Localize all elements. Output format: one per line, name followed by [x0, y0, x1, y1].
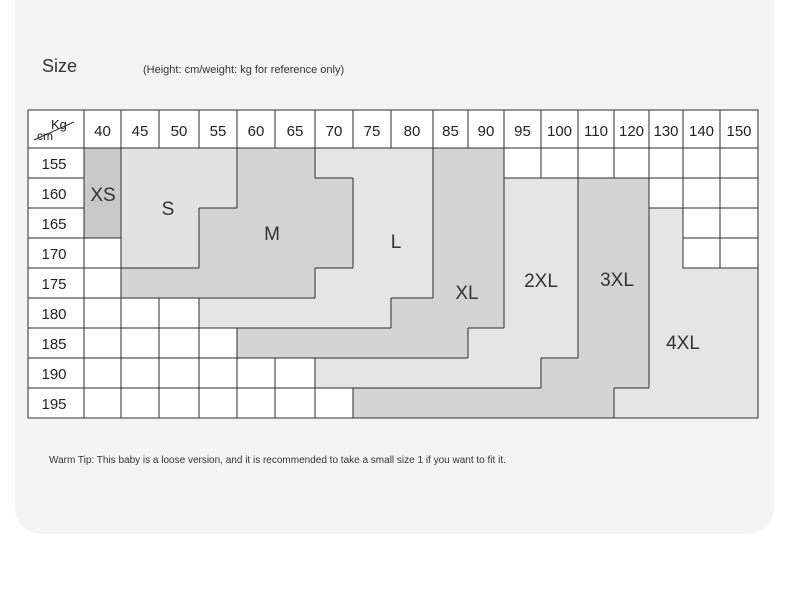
weight-label: 40	[94, 123, 111, 140]
size-zone-m	[199, 208, 315, 268]
weight-label: 90	[477, 123, 495, 140]
size-label-xs: XS	[90, 185, 116, 206]
size-zone-m	[237, 148, 315, 208]
height-label: 185	[41, 336, 67, 353]
size-zone-3xl	[541, 358, 649, 388]
size-label-l: L	[390, 232, 402, 253]
size-zone-s	[121, 148, 237, 208]
warm-tip: Warm Tip: This baby is a loose version, and it is recommended to take a small size 1 if you want to fit it.	[49, 455, 506, 466]
size-label-m: M	[264, 224, 280, 245]
weight-label: 45	[131, 123, 149, 140]
weight-label: 85	[442, 123, 459, 140]
weight-label: 50	[170, 123, 188, 140]
size-zone-4xl	[649, 208, 683, 418]
size-label-3xl: 3XL	[600, 270, 634, 291]
height-label: 175	[41, 276, 67, 293]
size-zone-l	[353, 178, 433, 268]
size-label-2xl: 2XL	[524, 271, 558, 292]
weight-label: 120	[618, 123, 645, 140]
size-label-xl: XL	[455, 283, 479, 304]
weight-label: 95	[514, 123, 531, 140]
weight-label: 70	[325, 123, 343, 140]
corner-height-unit: cm	[37, 129, 53, 143]
reference-note: (Height: cm/weight: kg for reference only)	[143, 64, 345, 76]
size-zone-l	[315, 268, 433, 298]
height-label: 190	[41, 366, 67, 383]
size-zone-s	[121, 208, 199, 268]
weight-label: 65	[286, 123, 304, 140]
size-zone-xl	[391, 298, 504, 328]
weight-label: 75	[363, 123, 381, 140]
weight-label: 80	[403, 123, 421, 140]
size-zone-4xl	[614, 388, 649, 418]
weight-label: 130	[653, 123, 679, 140]
size-zone-2xl	[315, 358, 541, 388]
height-label: 195	[41, 396, 67, 413]
height-label: 160	[41, 186, 67, 203]
weight-label: 150	[726, 123, 752, 140]
height-label: 180	[41, 306, 67, 323]
weight-label: 60	[247, 123, 265, 140]
size-zone-m	[315, 178, 353, 268]
size-zone-xl	[237, 328, 468, 358]
weight-label: 110	[584, 123, 608, 140]
height-label: 165	[41, 216, 67, 233]
weight-label: 100	[546, 123, 573, 140]
size-zone-m	[121, 268, 315, 298]
page-title: Size	[42, 56, 78, 76]
size-label-4xl: 4XL	[666, 333, 700, 354]
height-label: 170	[41, 246, 67, 263]
size-zone-2xl	[468, 328, 578, 358]
size-label-s: S	[161, 199, 175, 220]
height-label: 155	[41, 156, 67, 173]
weight-label: 140	[688, 123, 715, 140]
corner-weight-unit: Kg	[51, 117, 67, 132]
size-zone-3xl	[353, 388, 614, 418]
weight-label: 55	[209, 123, 227, 140]
size-zone-l	[315, 148, 433, 178]
